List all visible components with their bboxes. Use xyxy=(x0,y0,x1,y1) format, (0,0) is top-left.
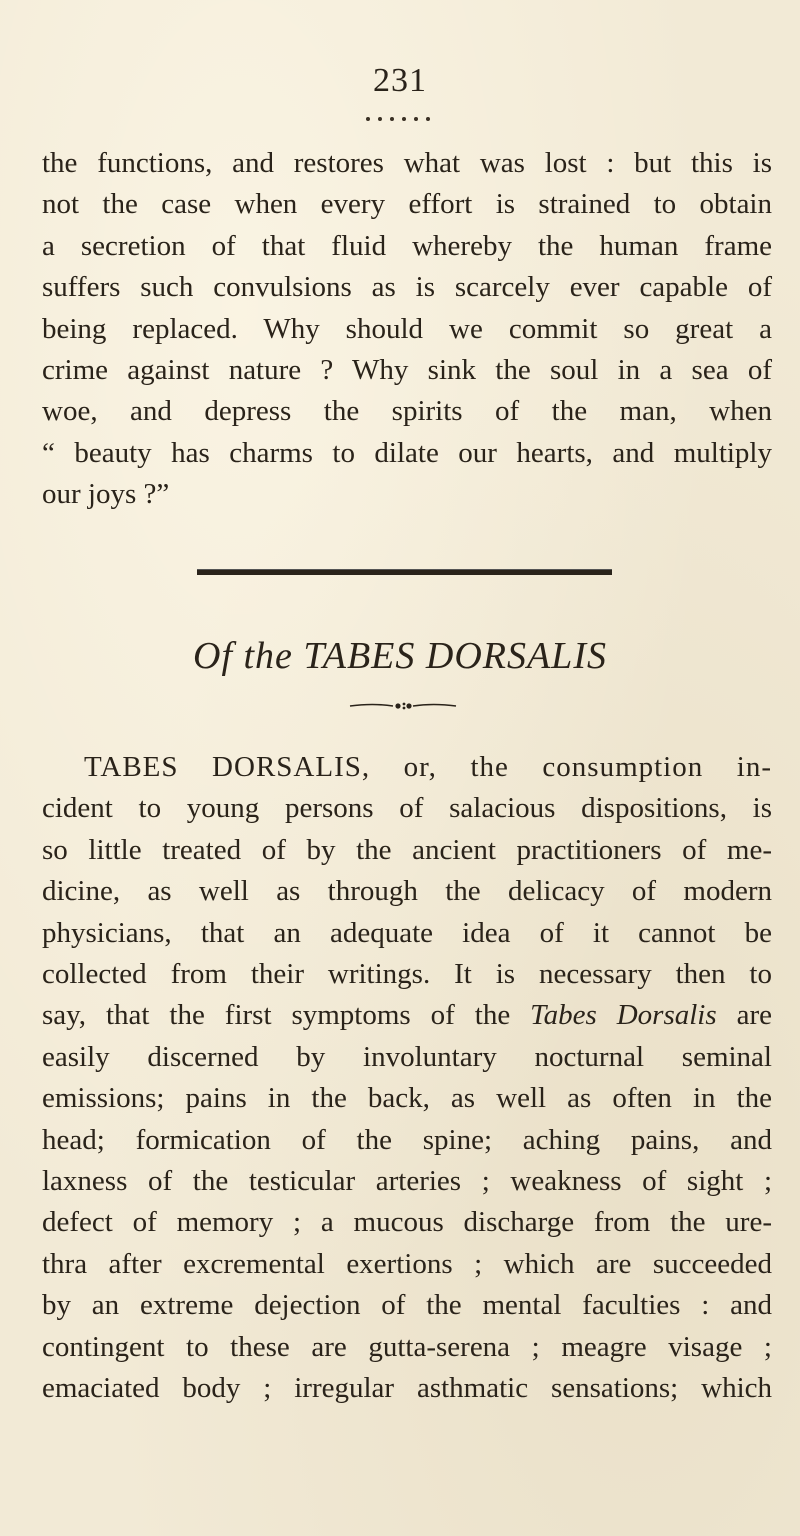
text-line: crime against nature ? Why sink the soul in a sea of xyxy=(42,354,772,387)
paragraph-tabes-dorsalis xyxy=(42,747,772,1410)
text-line: not the case when every effort is strained to obtain xyxy=(42,188,772,221)
text-line: dicine, as well as through the delicacy of modern xyxy=(42,875,772,908)
text-line: head; formication of the spine; aching pains, and xyxy=(42,1123,772,1156)
text-line: being replaced. Why should we commit so great a xyxy=(42,312,772,345)
text-line: our joys ?” xyxy=(42,478,170,511)
text-line: cident to young persons of salacious dispositions, is xyxy=(42,792,772,825)
paragraph-continued xyxy=(42,143,772,516)
text-line: easily discerned by involuntary nocturnal seminal xyxy=(42,1040,772,1073)
text-line: a secretion of that fluid whereby the human frame xyxy=(42,229,772,262)
text-line: physicians, that an adequate idea of it cannot be xyxy=(42,916,772,949)
text-line: emissions; pains in the back, as well as often in the xyxy=(42,1082,772,1115)
heading-ornament xyxy=(348,700,458,712)
text-line-with-italic xyxy=(42,995,772,1036)
text-line: “ beauty has charms to dilate our hearts, and multiply xyxy=(42,436,772,469)
text-fragment: are xyxy=(736,999,773,1032)
text-line: TABES DORSALIS, or, the consumption in- xyxy=(84,751,772,783)
text-line: suffers such convulsions as is scarcely ever capable of xyxy=(42,271,772,304)
text-fragment: say, that the first symptoms of the xyxy=(42,999,511,1032)
header-ornament xyxy=(350,112,450,126)
text-line: contingent to these are gutta-serena ; meagre visage ; xyxy=(42,1330,772,1363)
italic-term: Tabes Dorsalis xyxy=(530,999,717,1032)
text-line: woe, and depress the spirits of the man, when xyxy=(42,395,772,428)
text-line: so little treated of by the ancient practitioners of me- xyxy=(42,833,772,866)
text-line: emaciated body ; irregular asthmatic sensations; which xyxy=(42,1372,772,1405)
text-line: by an extreme dejection of the mental faculties : and xyxy=(42,1289,772,1322)
section-divider-rule xyxy=(197,569,612,575)
text-line: laxness of the testicular arteries ; weakness of sight ; xyxy=(42,1165,772,1198)
section-heading: Of the TABES DORSALIS xyxy=(193,635,607,677)
text-line: collected from their writings. It is necessary then to xyxy=(42,958,772,991)
text-line: the functions, and restores what was lost : but this is xyxy=(42,147,772,179)
text-line: defect of memory ; a mucous discharge from the ure- xyxy=(42,1206,772,1239)
page-number: 231 xyxy=(373,62,427,99)
text-line: thra after excremental exertions ; which are succeeded xyxy=(42,1247,772,1280)
